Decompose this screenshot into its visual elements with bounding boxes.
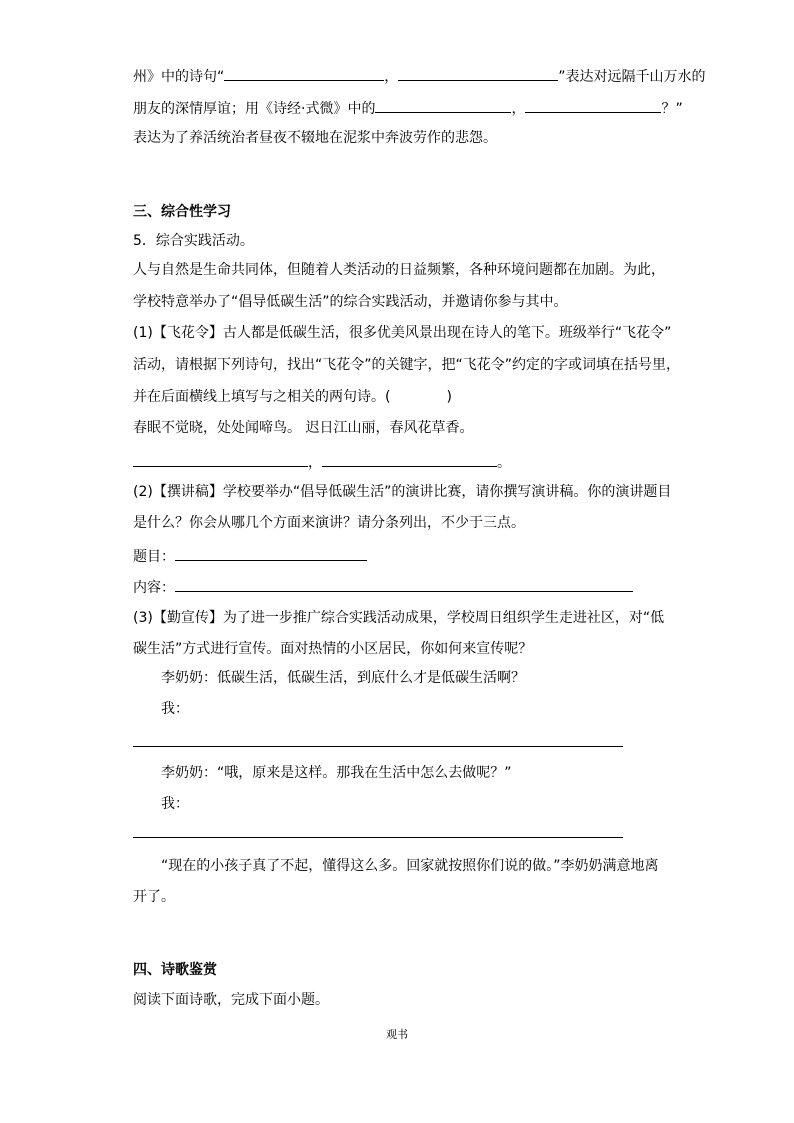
text-line: 学校特意举办了“倡导低碳生活”的综合实践活动，并邀请你参与其中。 — [133, 294, 568, 310]
text-line: (3)【勤宣传】为了进一步推广综合实践活动成果，学校周日组织学生走进社区，对“低 — [133, 610, 665, 626]
text-line: 碳生活”方式进行宣传。面对热情的小区居民，你如何来宣传呢？ — [133, 641, 533, 657]
text: 朋友的深情厚谊；用《诗经·式微》中的 — [133, 101, 376, 117]
label: 内容： — [133, 580, 175, 596]
text: ， — [308, 455, 322, 471]
text-line: 是什么？你会从哪几个方面来演讲？请分条列出，不少于三点。 — [133, 515, 525, 531]
blank[interactable] — [175, 577, 633, 592]
content-field[interactable] — [133, 577, 633, 597]
text: ”表达对远隔千山万水的 — [558, 69, 706, 85]
dialogue: 开了。 — [133, 889, 175, 905]
blank — [375, 98, 511, 113]
text-line: (1)【飞花令】古人都是低碳生活，很多优美风景出现在诗人的笔下。班级举行“飞花令” — [133, 325, 672, 341]
dialogue: 李奶奶：“哦，原来是这样。那我在生活中怎么去做呢？” — [161, 765, 512, 781]
text: ？” — [661, 101, 683, 117]
text-line — [133, 98, 683, 118]
section-heading: 三、综合性学习 — [133, 204, 231, 220]
title-field[interactable] — [133, 546, 367, 566]
text-line: 阅读下面诗歌，完成下面小题。 — [133, 992, 329, 1008]
answer-line[interactable] — [133, 452, 511, 472]
question-number: 5．综合实践活动。 — [133, 233, 254, 249]
text: ， — [511, 101, 526, 117]
blank[interactable] — [322, 452, 497, 467]
section-heading: 四、诗歌鉴赏 — [133, 962, 217, 978]
dialogue-me: 我： — [161, 701, 189, 717]
text-line: 并在后面横线上填写与之相关的两句诗。( ) — [133, 389, 452, 405]
text-line — [133, 66, 706, 86]
text: 州》中的诗句“ — [133, 69, 225, 85]
page-footer: 观书 — [386, 1028, 408, 1041]
text: ， — [384, 69, 399, 85]
blank — [525, 98, 661, 113]
blank — [398, 66, 558, 81]
text-line: 人与自然是生命共同体，但随着人类活动的日益频繁，各种环境问题都在加剧。为此， — [133, 262, 665, 278]
text-line: (2)【撰讲稿】学校要举办“倡导低碳生活”的演讲比赛，请你撰写演讲稿。你的演讲题目 — [133, 484, 672, 500]
text-line: 春眠不觉晓，处处闻啼鸟。 迟日江山丽，春风花草香。 — [133, 420, 474, 436]
blank[interactable] — [133, 452, 308, 467]
dialogue-me: 我： — [161, 796, 189, 812]
dialogue: “现在的小孩子真了不起，懂得这么多。回家就按照你们说的做。”李奶奶满意地离 — [161, 858, 659, 874]
dialogue: 李奶奶：低碳生活，低碳生活，到底什么才是低碳生活啊？ — [161, 670, 525, 686]
answer-line[interactable] — [133, 746, 623, 747]
text-line: 表达为了养活统治者昼夜不辍地在泥浆中奔波劳作的悲怨。 — [133, 130, 497, 146]
blank — [224, 66, 384, 81]
answer-line[interactable] — [133, 837, 623, 838]
blank[interactable] — [175, 546, 367, 561]
label: 题目： — [133, 549, 175, 565]
text-line: 活动，请根据下列诗句，找出“飞花令”的关键字，把“飞花令”约定的字或词填在括号里， — [133, 357, 681, 373]
text: 。 — [497, 455, 511, 471]
